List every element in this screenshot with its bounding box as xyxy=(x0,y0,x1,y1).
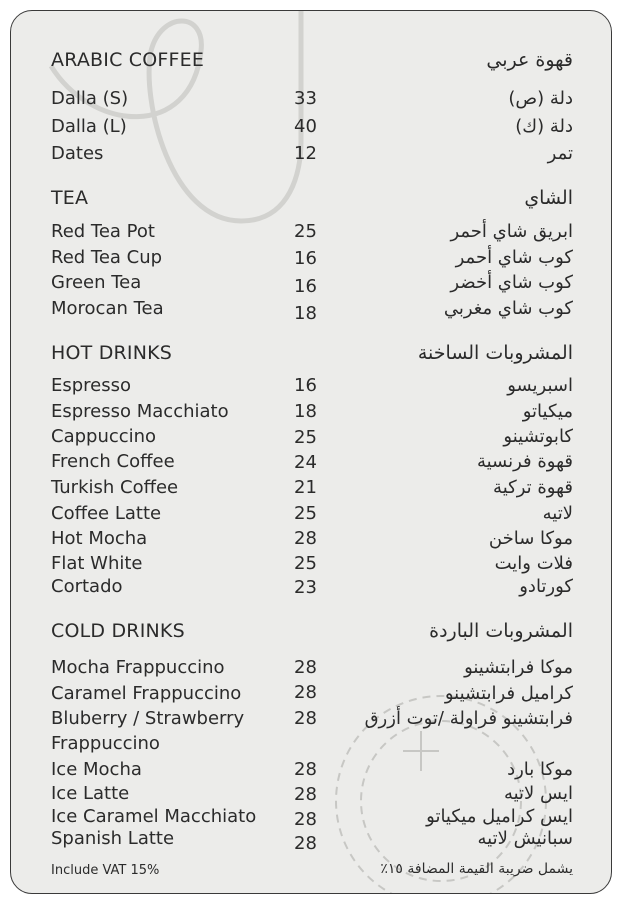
section-title-tea: TEA xyxy=(51,187,89,209)
item-price: 18 xyxy=(294,401,317,422)
item-name: Turkish Coffee xyxy=(51,477,179,498)
item-price: 16 xyxy=(294,248,317,269)
item-name: Bluberry / Strawberry xyxy=(51,708,245,729)
item-price: 28 xyxy=(294,784,317,805)
item-name-ar: فرابتشينو فراولة /توت أزرق xyxy=(364,708,573,729)
item-name: Cortado xyxy=(51,576,123,597)
section-title-arabic-coffee-ar: قهوة عربي xyxy=(486,49,573,71)
item-name: Caramel Frappuccino xyxy=(51,683,242,704)
item-name-ar: موكا ساخن xyxy=(488,528,573,549)
item-name: Red Tea Cup xyxy=(51,247,163,268)
item-price: 28 xyxy=(294,708,317,729)
item-price: 33 xyxy=(294,88,317,109)
item-price: 28 xyxy=(294,528,317,549)
item-name-ar: اسبريسو xyxy=(507,375,573,396)
item-name-ar: كراميل فرابتشينو xyxy=(444,683,573,704)
item-name: Ice Caramel Macchiato xyxy=(51,806,257,827)
item-name-ar: كابوتشينو xyxy=(503,426,573,447)
item-name-ar: دلة (ك) xyxy=(515,116,573,137)
menu-card xyxy=(10,10,612,894)
item-price: 25 xyxy=(294,503,317,524)
item-name: Frappuccino xyxy=(51,733,160,754)
vat-note: Include VAT 15% xyxy=(51,863,160,878)
item-price: 28 xyxy=(294,833,317,854)
item-name-ar: دلة (ص) xyxy=(508,88,573,109)
item-price: 16 xyxy=(294,375,317,396)
item-name: Cappuccino xyxy=(51,426,157,447)
item-name: Coffee Latte xyxy=(51,503,162,524)
item-name: Ice Mocha xyxy=(51,759,142,780)
item-name: Dalla (L) xyxy=(51,116,127,137)
item-name: Flat White xyxy=(51,553,143,574)
item-name-ar: ميكياتو xyxy=(522,401,573,422)
item-name-ar: كورتادو xyxy=(519,576,573,597)
section-title-cold-drinks-ar: المشروبات الباردة xyxy=(429,620,573,642)
item-name: Espresso Macchiato xyxy=(51,401,229,422)
section-title-hot-drinks-ar: المشروبات الساخنة xyxy=(417,342,573,364)
item-name-ar: ايس لاتيه xyxy=(503,783,573,804)
item-name-ar: قهوة تركية xyxy=(493,477,573,498)
item-name: Ice Latte xyxy=(51,783,130,804)
item-name: Red Tea Pot xyxy=(51,221,155,242)
item-price: 23 xyxy=(294,577,317,598)
item-name: Mocha Frappuccino xyxy=(51,657,225,678)
item-name: Spanish Latte xyxy=(51,828,175,849)
item-name-ar: كوب شاي أخضر xyxy=(450,272,573,293)
section-title-hot-drinks: HOT DRINKS xyxy=(51,342,173,364)
item-name: French Coffee xyxy=(51,451,175,472)
item-name-ar: فلات وايت xyxy=(494,553,573,574)
item-price: 25 xyxy=(294,221,317,242)
item-name-ar: كوب شاي أحمر xyxy=(455,247,573,268)
section-title-arabic-coffee: ARABIC COFFEE xyxy=(51,49,205,71)
item-name: Morocan Tea xyxy=(51,298,164,319)
item-price: 28 xyxy=(294,759,317,780)
item-name-ar: موكا بارد xyxy=(507,759,573,780)
item-name-ar: سبانيش لاتيه xyxy=(477,828,573,849)
item-price: 28 xyxy=(294,682,317,703)
item-price: 25 xyxy=(294,553,317,574)
item-name-ar: قهوة فرنسية xyxy=(476,451,573,472)
item-name-ar: كوب شاي مغربي xyxy=(443,298,573,319)
item-name-ar: لاتيه xyxy=(542,503,573,524)
section-title-tea-ar: الشاي xyxy=(524,187,573,209)
item-name: Hot Mocha xyxy=(51,528,148,549)
item-name: Dates xyxy=(51,143,104,164)
item-price: 12 xyxy=(294,143,317,164)
item-price: 16 xyxy=(294,276,317,297)
item-price: 28 xyxy=(294,809,317,830)
item-price: 40 xyxy=(294,116,317,137)
item-name-ar: موكا فرابتشينو xyxy=(464,657,573,678)
item-name: Espresso xyxy=(51,375,132,396)
item-price: 25 xyxy=(294,427,317,448)
item-price: 28 xyxy=(294,657,317,678)
section-title-cold-drinks: COLD DRINKS xyxy=(51,620,185,642)
item-name-ar: ابريق شاي أحمر xyxy=(450,221,573,242)
item-price: 21 xyxy=(294,477,317,498)
item-price: 24 xyxy=(294,452,317,473)
vat-note-ar: يشمل ضريبة القيمة المضافة ١٥٪ xyxy=(380,861,573,877)
item-name-ar: ايس كراميل ميكياتو xyxy=(426,806,573,827)
item-name: Dalla (S) xyxy=(51,88,129,109)
item-price: 18 xyxy=(294,303,317,324)
item-name-ar: تمر xyxy=(547,143,573,164)
item-name: Green Tea xyxy=(51,272,142,293)
